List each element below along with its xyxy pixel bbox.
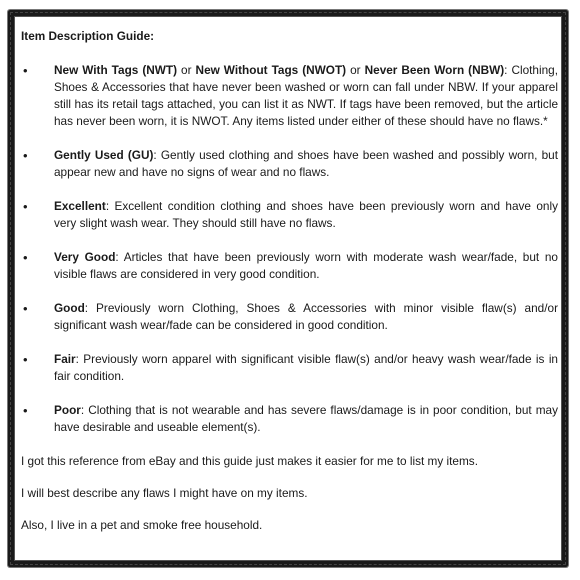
grade-description: : Articles that have been previously worn with moderate wash wear/fade, but no visible flaws are considered in very good condition. [54, 250, 558, 281]
grade-description: : Excellent condition clothing and shoes have been previously worn and have only very slight wash wear. They should still have no flaws. [54, 199, 558, 230]
grade-term-nwot: New Without Tags (NWOT) [195, 63, 347, 77]
grade-term: Good [54, 301, 85, 315]
grade-description: : Previously worn Clothing, Shoes & Accessories with minor visible flaw(s) and/or significant wash wear/fade can be considered in good condition. [54, 301, 558, 332]
grade-term: Very Good [54, 250, 116, 264]
grade-item-excellent [21, 198, 558, 232]
grade-term-nwt: New With Tags (NWT) [54, 63, 178, 77]
grade-item-gently-used [21, 147, 558, 181]
grade-item-poor [21, 402, 558, 436]
grade-description: : Previously worn apparel with significant visible flaw(s) and/or heavy wash wear/fade is in fair condition. [54, 352, 558, 383]
grade-term: Excellent [54, 199, 106, 213]
grade-term: Fair [54, 352, 76, 366]
grade-connector: or [181, 63, 192, 77]
grade-item-new [21, 62, 558, 130]
grade-connector: or [350, 63, 361, 77]
grade-list [21, 62, 558, 436]
guide-title: Item Description Guide: [21, 29, 155, 43]
grade-term: Gently Used (GU) [54, 148, 154, 162]
grade-description: : Clothing that is not wearable and has severe flaws/damage is in poor condition, but may have desirable and useable element(s). [54, 403, 558, 434]
grade-description: : Clothing, Shoes & Accessories that have never been washed or worn can fall under NBW. If your apparel still has its retail tags attached, you can list it as NWT. If tags have been removed, but the article has never been worn, it is NWOT. Any items listed under either of these should have no flaws.* [54, 63, 558, 128]
grade-item-good [21, 300, 558, 334]
note-household: Also, I live in a pet and smoke free household. [21, 518, 263, 532]
guide-content [21, 28, 558, 549]
grade-term: Poor [54, 403, 81, 417]
grade-description: : Gently used clothing and shoes have been washed and possibly worn, but appear new and have no signs of wear and no flaws. [54, 148, 558, 179]
note-ebay-reference: I got this reference from eBay and this guide just makes it easier for me to list my items. [21, 454, 478, 468]
grade-item-very-good [21, 249, 558, 283]
grade-item-fair [21, 351, 558, 385]
note-flaws: I will best describe any flaws I might have on my items. [21, 486, 308, 500]
grade-term-nbw: Never Been Worn (NBW) [364, 63, 505, 77]
